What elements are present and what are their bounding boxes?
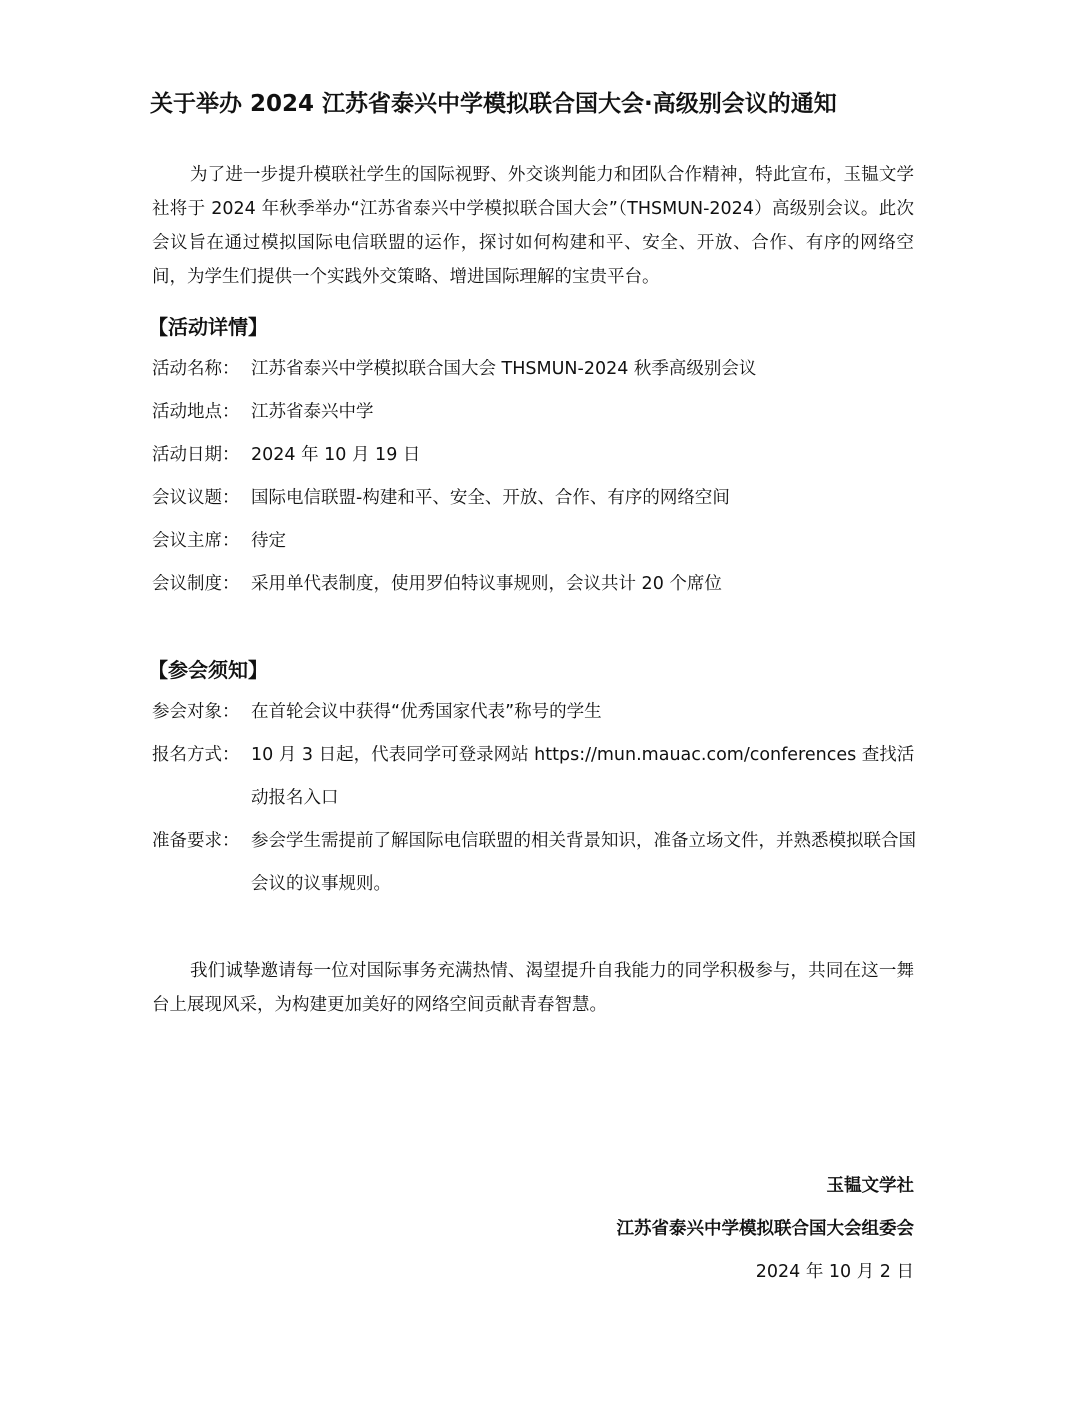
detail-value: 江苏省泰兴中学模拟联合国大会 THSMUN-2024 秋季高级别会议	[251, 359, 757, 379]
notice-label: 报名方式：	[152, 745, 240, 765]
detail-value: 江苏省泰兴中学	[251, 402, 374, 422]
notice-value: 参会学生需提前了解国际电信联盟的相关背景知识，准备立场文件，并熟悉模拟联合国会议的议事规则。	[251, 831, 916, 894]
detail-value: 采用单代表制度，使用罗伯特议事规则，会议共计 20 个席位	[251, 574, 722, 594]
detail-label: 会议议题：	[152, 488, 240, 508]
intro-paragraph: 为了进一步提升模联社学生的国际视野、外交谈判能力和团队合作精神，特此宣布，玉韫文学社将于 2024 年秋季举办“江苏省泰兴中学模拟联合国大会”（THSMUN-2024）高级别会议。此次会议旨在通过模拟国际电信联盟的运作，探讨如何构建和平、安全、开放、合作、有序的网络空间，为学生们提供一个实践外交策略、增进国际理解的宝贵平台。	[152, 165, 914, 287]
closing-paragraph: 我们诚挚邀请每一位对国际事务充满热情、渴望提升自我能力的同学积极参与，共同在这一舞台上展现风采，为构建更加美好的网络空间贡献青春智慧。	[152, 961, 914, 1015]
document-title: 关于举办 2024 江苏省泰兴中学模拟联合国大会·高级别会议的通知	[150, 91, 837, 117]
details-heading: 【活动详情】	[148, 315, 268, 339]
signature-org-committee: 江苏省泰兴中学模拟联合国大会组委会	[616, 1219, 914, 1239]
detail-label: 活动地点：	[152, 402, 240, 422]
detail-label: 活动日期：	[152, 445, 240, 465]
detail-label: 会议制度：	[152, 574, 240, 594]
detail-value: 2024 年 10 月 19 日	[251, 445, 421, 465]
notice-value: 10 月 3 日起，代表同学可登录网站 https://mun.mauac.com/conferences 查找活动报名入口	[251, 745, 915, 808]
detail-value: 国际电信联盟-构建和平、安全、开放、合作、有序的网络空间	[251, 488, 730, 508]
notice-heading: 【参会须知】	[148, 658, 268, 682]
notice-label: 参会对象：	[152, 702, 240, 722]
detail-label: 活动名称：	[152, 359, 240, 379]
notice-label: 准备要求：	[152, 831, 240, 851]
detail-label: 会议主席：	[152, 531, 240, 551]
signature-date: 2024 年 10 月 2 日	[755, 1262, 914, 1282]
notice-value: 在首轮会议中获得“优秀国家代表”称号的学生	[251, 702, 602, 722]
signature-org-literary-society: 玉韫文学社	[826, 1176, 914, 1196]
detail-value: 待定	[251, 531, 286, 551]
